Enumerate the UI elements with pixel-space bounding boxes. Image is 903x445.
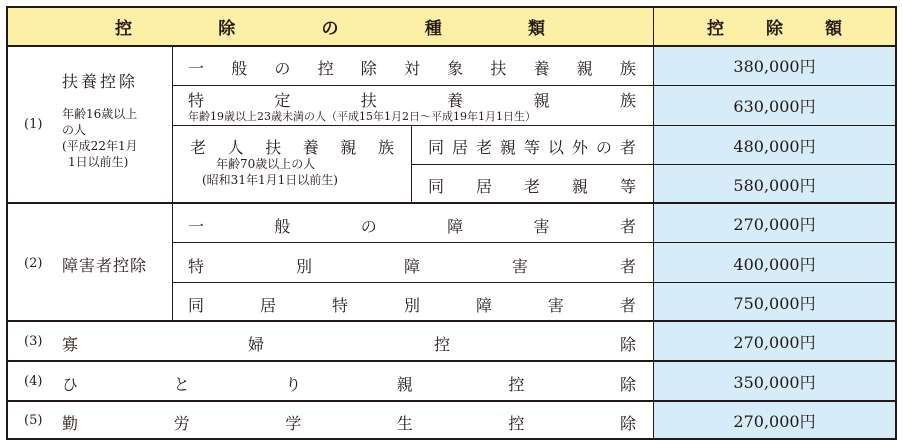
label-char: 除 [619,335,636,354]
row-note [62,106,138,170]
amount-cell [653,283,896,321]
single-parent-deduction-label [62,372,636,395]
table-divider [411,164,897,165]
amount-value: 380,000円 [733,56,816,76]
label-char: 除 [619,375,636,394]
label-char: 等 [619,177,636,196]
row-number: (4) [24,374,43,389]
elderly-dependent-note [202,156,338,188]
header-type-char: 控 [115,18,132,39]
label-char: 親 [576,59,593,78]
label-char: 老 [190,138,207,157]
label-char: 別 [295,257,312,276]
table-divider [6,202,897,204]
table-divider [172,242,897,243]
row-number: (1) [24,117,43,132]
amount-value: 270,000円 [733,411,816,431]
label-char: 控 [433,335,450,354]
table-border [6,6,897,8]
label-char: 障 [447,217,464,236]
note-line: の人 [62,123,87,137]
label-char: 居 [475,177,492,196]
table-divider [172,45,173,322]
label-char: 害 [547,296,564,315]
label-char: 老 [523,177,540,196]
row-title: 障害者控除 [62,256,148,275]
label-char: 特 [188,91,205,110]
table-divider [6,320,897,322]
label-char: 学 [285,414,302,433]
table-divider [6,360,897,362]
amount-value: 350,000円 [733,372,816,392]
amount-value: 270,000円 [733,214,816,234]
header-type-char: 除 [218,18,236,39]
header-amount-char: 額 [825,18,842,39]
label-char: 労 [173,414,190,433]
row-number: (2) [24,256,43,271]
working-student-deduction-label [62,411,636,434]
label-char: 親 [340,138,357,157]
label-char: 特 [331,296,348,315]
amount-cell [653,401,896,439]
table-border [6,6,8,440]
label-char: 一 [188,59,205,78]
label-char: 控 [317,59,334,78]
label-char: 同 [428,177,445,196]
table-divider [6,45,897,47]
amount-cell [653,45,896,85]
specific-dependent-note: 年齢19歳以上23歳未満の人（平成15年1月2日～平成19年1月1日生） [188,110,536,123]
row-number: (5) [24,413,43,428]
amount-value: 750,000円 [733,293,816,313]
note-line: 年齢16歳以上 [62,107,138,121]
label-char: 扶 [490,59,507,78]
label-char: 養 [533,59,550,78]
label-char: 控 [508,414,525,433]
amount-cell [653,361,896,401]
disability-general-label [188,214,636,237]
label-char: 般 [231,59,248,78]
label-char: 族 [619,59,636,78]
label-char: ひ [62,375,79,394]
label-char: 親 [499,138,516,157]
table-divider [6,400,897,402]
label-char: 居 [451,138,468,157]
label-char: 除 [619,414,636,433]
disability-special-label [188,254,636,277]
label-char: 勤 [62,414,79,433]
label-char: 親 [396,375,413,394]
label-char: の [360,217,377,236]
header-amount-cell [653,7,896,45]
label-char: 人 [227,138,244,157]
label-char: 族 [377,138,394,157]
elderly-dependent-label [190,135,394,158]
label-char: 害 [533,217,550,236]
label-char: 親 [533,91,550,110]
amount-cell [653,203,896,243]
header-amount-char: 除 [766,18,783,39]
note-line: (平成22年1月 [62,139,138,153]
amount-cell [653,165,896,203]
label-char: 者 [619,217,636,236]
label-char: の [595,138,612,157]
elderly-other-label [428,135,636,158]
note-line: 1日以前生) [68,155,129,169]
table-divider [172,282,897,283]
amount-value: 270,000円 [733,332,816,352]
amount-cell [653,243,896,283]
label-char: 定 [274,91,291,110]
label-char: 除 [360,59,377,78]
row-title: 扶養控除 [62,72,139,91]
label-char: 等 [523,138,540,157]
elderly-cohabit-label [428,174,636,197]
header-amount-char: 控 [707,18,724,39]
table-divider [172,125,897,126]
label-char: の [274,59,291,78]
label-char: 象 [447,59,464,78]
note-line: (昭和31年1月1日以前生) [202,173,338,187]
label-char: 特 [188,257,205,276]
row-number: (3) [24,334,43,349]
label-char: 者 [619,138,636,157]
label-char: 老 [475,138,492,157]
amount-value: 580,000円 [733,175,816,195]
disability-cohabit-special-label [188,293,636,316]
table-divider [653,6,654,440]
amount-cell [653,85,896,125]
header-type-char: の [321,18,339,39]
label-char: 障 [403,257,420,276]
label-char: 対 [403,59,420,78]
note-line: 年齢70歳以上の人 [216,157,316,171]
label-char: 者 [619,296,636,315]
label-char: 親 [571,177,588,196]
label-char: 養 [447,91,464,110]
label-char: 婦 [247,335,264,354]
table-border [6,438,897,440]
label-char: 障 [475,296,492,315]
label-char: 寡 [62,335,79,354]
label-char: 外 [571,138,588,157]
general-dependent-label [188,56,636,79]
header-type-char: 種 [424,18,442,39]
label-char: 生 [396,414,413,433]
amount-cell [653,321,896,361]
amount-value: 630,000円 [733,96,816,116]
label-char: り [285,375,302,394]
header-type-cell [7,7,653,45]
amount-cell [653,125,896,165]
label-char: と [173,375,190,394]
widow-deduction-label [62,332,636,355]
label-char: 以 [547,138,564,157]
table-border [895,6,897,440]
amount-value: 400,000円 [733,254,816,274]
label-char: 控 [508,375,525,394]
label-char: 扶 [265,138,282,157]
amount-value: 480,000円 [733,136,816,156]
label-char: 居 [259,296,276,315]
header-type-char: 類 [528,18,545,39]
label-char: 一 [188,217,205,236]
label-char: 般 [274,217,291,236]
table-divider [172,85,897,86]
label-char: 害 [511,257,528,276]
label-char: 別 [403,296,420,315]
label-char: 扶 [360,91,377,110]
label-char: 者 [619,257,636,276]
label-char: 同 [188,296,205,315]
label-char: 養 [302,138,319,157]
label-char: 同 [428,138,445,157]
label-char: 族 [619,91,636,110]
